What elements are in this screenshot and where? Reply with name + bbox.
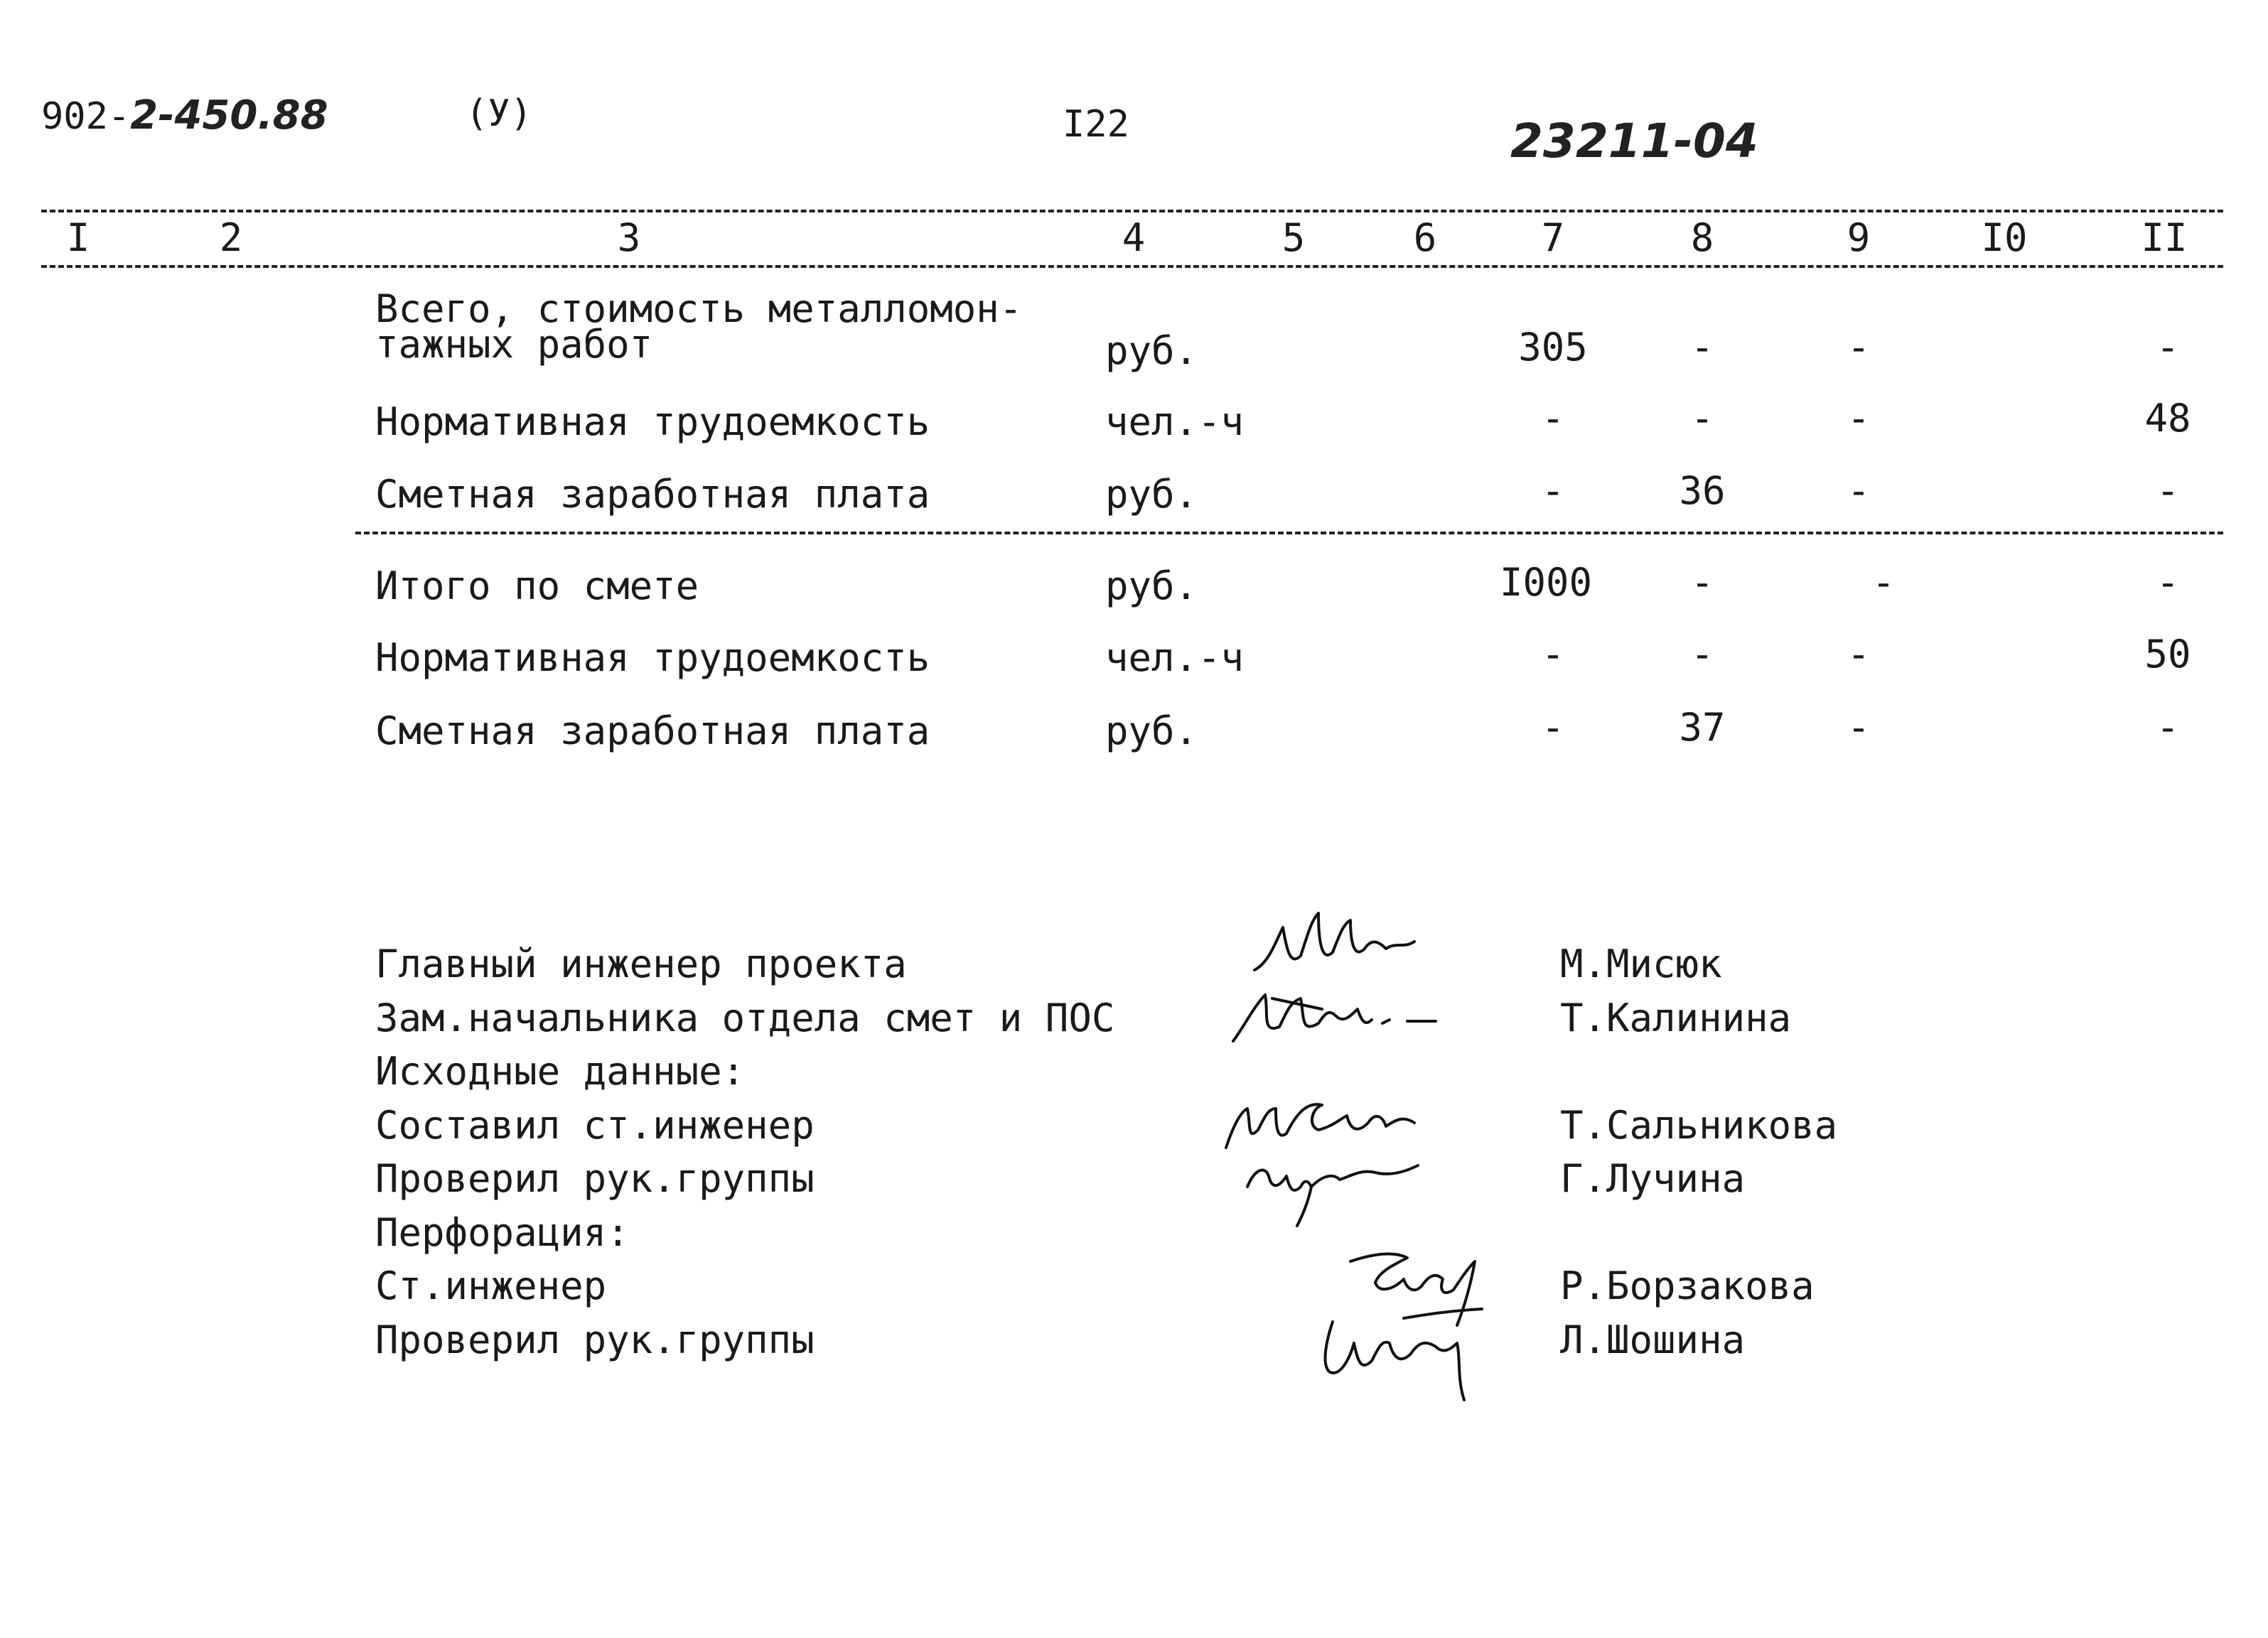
cell-col-7: 305 xyxy=(1518,325,1588,370)
cell-col-8: - xyxy=(1690,560,1714,605)
cell-col-9: - xyxy=(1847,396,1871,441)
signatory-name: Г.Лучина xyxy=(1560,1156,1746,1201)
cell-col-11: - xyxy=(2156,468,2180,513)
variant-mark: (У) xyxy=(466,92,532,135)
cell-col-7: - xyxy=(1541,705,1565,750)
signature-title: Проверил рук.группы xyxy=(375,1156,815,1201)
cell-col-8: 37 xyxy=(1679,705,1726,750)
column-number-5: 5 xyxy=(1281,215,1306,260)
column-number-6: 6 xyxy=(1413,215,1437,260)
cell-col-11: - xyxy=(2156,560,2180,605)
cell-col-9: - xyxy=(1847,325,1871,370)
column-number-8: 8 xyxy=(1690,215,1714,260)
cell-col-8: - xyxy=(1690,396,1714,441)
column-number-2: 2 xyxy=(219,215,243,260)
row-label: Сметная заработная плата xyxy=(375,708,930,753)
row-label xyxy=(375,286,1023,367)
signature-title: Составил ст.инженер xyxy=(375,1103,815,1148)
column-number-4: 4 xyxy=(1122,215,1146,260)
cell-col-9: - xyxy=(1871,560,1896,605)
row-unit: руб. xyxy=(1105,708,1198,753)
row-unit: чел.-ч xyxy=(1105,635,1245,680)
header-bottom-rule xyxy=(41,265,2223,268)
totals-separator xyxy=(355,532,2223,534)
signatory-name: Т.Калинина xyxy=(1560,996,1792,1040)
column-number-7: 7 xyxy=(1541,215,1565,260)
cell-col-11: 50 xyxy=(2144,632,2191,677)
cell-col-8: - xyxy=(1690,632,1714,677)
signatory-name: Л.Шошина xyxy=(1560,1318,1746,1362)
signature-mark-perforation-lead xyxy=(1311,1300,1496,1407)
header-top-rule xyxy=(41,210,2223,212)
column-number-1: I xyxy=(66,215,90,260)
cell-col-7: - xyxy=(1541,396,1565,441)
column-number-11: II xyxy=(2141,215,2188,260)
row-label: Нормативная трудоемкость xyxy=(375,399,930,444)
cell-col-7: I000 xyxy=(1499,560,1593,605)
signature-title: Главный инженер проекта xyxy=(375,942,907,986)
doc-code-print: 902- xyxy=(41,95,131,138)
signature-title: Зам.начальника отдела смет и ПОС xyxy=(375,996,1115,1040)
signatory-name: Т.Сальникова xyxy=(1560,1103,1838,1148)
column-number-9: 9 xyxy=(1847,215,1871,260)
row-unit: руб. xyxy=(1105,564,1198,608)
signatory-name: М.Мисюк xyxy=(1560,942,1722,986)
signature-title: Проверил рук.группы xyxy=(375,1318,815,1362)
doc-code xyxy=(41,92,328,139)
cell-col-9: - xyxy=(1847,468,1871,513)
cell-col-7: - xyxy=(1541,632,1565,677)
signature-mark-deputy-head xyxy=(1222,977,1450,1055)
row-label-line-2: тажных работ xyxy=(375,322,653,367)
signature-mark-group-lead xyxy=(1233,1137,1439,1229)
row-label: Сметная заработная плата xyxy=(375,472,930,517)
cell-col-11: - xyxy=(2156,325,2180,370)
cell-col-8: 36 xyxy=(1679,468,1726,513)
row-label: Нормативная трудоемкость xyxy=(375,635,930,680)
inventory-number: 23211-04 xyxy=(1510,114,1758,168)
cell-col-11: 48 xyxy=(2144,396,2191,441)
row-unit: руб. xyxy=(1105,472,1198,517)
row-unit: чел.-ч xyxy=(1105,399,1245,444)
cell-col-7: - xyxy=(1541,468,1565,513)
column-number-3: 3 xyxy=(617,215,641,260)
row-label-line-1: Всего, стоимость металломон- xyxy=(375,286,1023,331)
doc-code-handwritten: 2-450.88 xyxy=(130,92,328,139)
signature-title: Исходные данные: xyxy=(375,1049,746,1094)
signature-title: Ст.инженер xyxy=(375,1263,607,1308)
page-number: I22 xyxy=(1063,103,1129,146)
cell-col-11: - xyxy=(2156,705,2180,750)
signature-title: Перфорация: xyxy=(375,1210,630,1255)
column-number-10: I0 xyxy=(1981,215,2028,260)
cell-col-8: - xyxy=(1690,325,1714,370)
row-label: Итого по смете xyxy=(375,564,699,608)
cell-col-9: - xyxy=(1847,632,1871,677)
signatory-name: Р.Борзакова xyxy=(1560,1263,1815,1308)
row-unit: руб. xyxy=(1105,328,1198,373)
cell-col-9: - xyxy=(1847,705,1871,750)
signature-mark-chief-engineer xyxy=(1247,899,1425,984)
